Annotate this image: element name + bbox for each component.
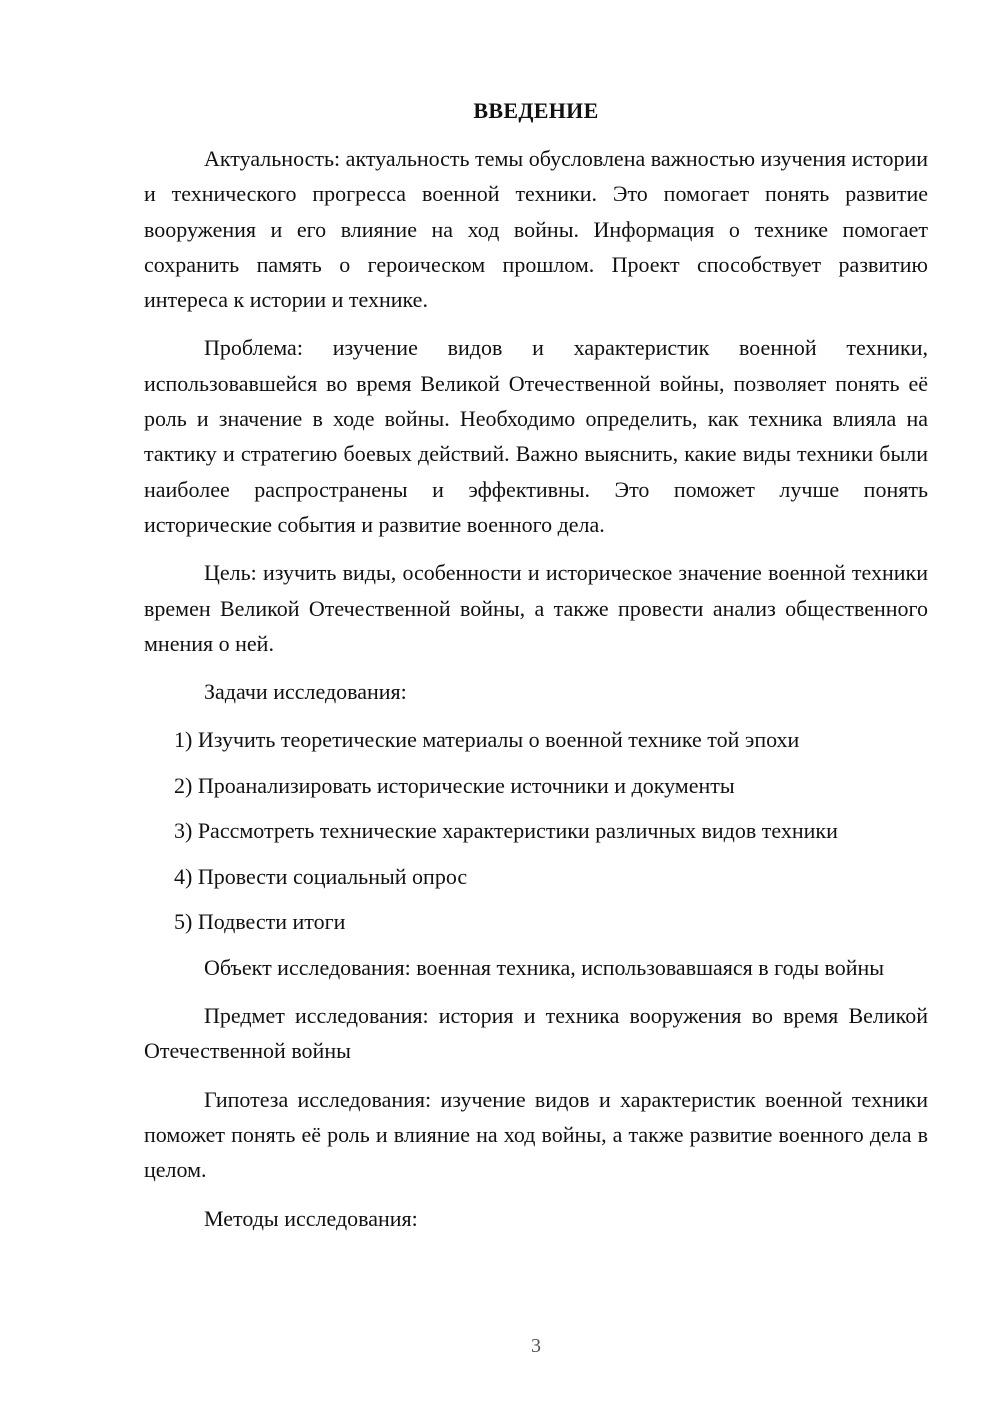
task-list-item: 5) Подвести итоги [174, 909, 346, 935]
paragraph-subject: Предмет исследования: история и техника вооружения во время Великой Отечественной войны [144, 1003, 928, 1064]
paragraph-relevance: Актуальность: актуальность темы обусловлена важностью изучения истории и технического прогресса военной техники. Это помогает понять развитие вооружения и его влияние на ход войны. Информация о технике помогает сохранить память о героическом прошлом. Проект способствует развитию интереса к истории и технике. [144, 146, 928, 313]
methods-heading: Методы исследования: [204, 1205, 418, 1231]
paragraph-problem: Проблема: изучение видов и характеристик военной техники, использовавшейся во время Великой Отечественной войны, позволяет понять её роль и значение в ходе войны. Необходимо определить, как техника влияла на тактику и стратегию боевых действий. Важно выяснить, какие виды техники были наиболее распространены и эффективны. Это поможет лучше понять исторические события и развитие военного дела. [144, 335, 928, 537]
task-list-item: 4) Провести социальный опрос [174, 863, 468, 889]
tasks-heading: Задачи исследования: [204, 679, 407, 705]
paragraph-goal: Цель: изучить виды, особенности и историческое значение военной техники времен Великой Отечественной войны, а также провести анализ общественного мнения о ней. [144, 560, 928, 656]
paragraph-object: Объект исследования: военная техника, использовавшаяся в годы войны [204, 954, 885, 980]
paragraph-hypothesis: Гипотеза исследования: изучение видов и характеристик военной техники поможет понять её роль и влияние на ход войны, а также развитие военного дела в целом. [144, 1086, 928, 1183]
document-body [144, 141, 928, 1249]
page-title: ВВЕДЕНИЕ [473, 98, 599, 123]
task-list-item: 3) Рассмотреть технические характеристики различных видов техники [174, 818, 838, 844]
task-list-item: 1) Изучить теоретические материалы о военной технике той эпохи [174, 727, 800, 753]
task-list-item: 2) Проанализировать исторические источники и документы [174, 772, 735, 798]
document-page [144, 0, 928, 1414]
page-number: 3 [531, 1335, 541, 1357]
